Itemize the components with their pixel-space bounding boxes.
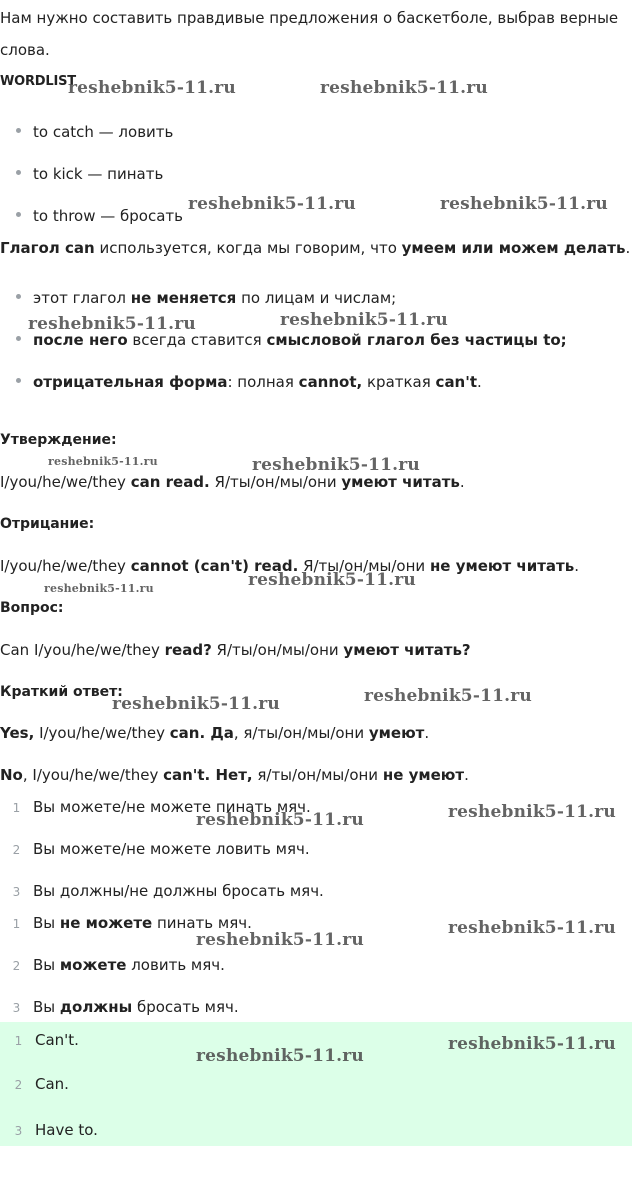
grammar-bullet: отрицательная форма: полная cannot, краткая can't. — [16, 372, 482, 392]
watermark: reshebnik5-11.ru — [196, 810, 364, 830]
watermark: reshebnik5-11.ru — [44, 582, 154, 595]
affirmative-heading: Утверждение: — [0, 432, 117, 448]
intro-line-1: Нам нужно составить правдивые предложения о баскетболе, выбрав верные — [0, 9, 619, 27]
negative-heading: Отрицание: — [0, 516, 95, 532]
watermark: reshebnik5-11.ru — [248, 570, 416, 590]
watermark: reshebnik5-11.ru — [280, 310, 448, 330]
short-answer-no: No, I/you/he/we/they can't. Нет, я/ты/он/мы/они не умеют. — [0, 766, 469, 784]
watermark: reshebnik5-11.ru — [320, 78, 488, 98]
bullet-icon — [16, 170, 21, 175]
bullet-icon — [16, 336, 21, 341]
short-answer-heading: Краткий ответ: — [0, 684, 123, 700]
watermark: reshebnik5-11.ru — [68, 78, 236, 98]
grammar-bullet: после него всегда ставится смысловой глагол без частицы to; — [16, 330, 567, 350]
grammar-bullet: этот глагол не меняется по лицам и числам; — [16, 288, 396, 308]
question-example: Can I/you/he/we/they read? Я/ты/он/мы/они умеют читать? — [0, 641, 471, 659]
question-heading: Вопрос: — [0, 600, 64, 616]
negative-example: I/you/he/we/they cannot (can't) read. Я/ты/он/мы/они не умеют читать. — [0, 557, 579, 575]
watermark: reshebnik5-11.ru — [448, 1034, 616, 1054]
wordlist-item: to kick — пинать — [16, 164, 163, 184]
watermark: reshebnik5-11.ru — [448, 802, 616, 822]
watermark: reshebnik5-11.ru — [28, 314, 196, 334]
bullet-icon — [16, 294, 21, 299]
wordlist-item: to throw — бросать — [16, 206, 183, 226]
task-item: 2 Вы можете/не можете ловить мяч. — [12, 840, 310, 858]
watermark: reshebnik5-11.ru — [196, 1046, 364, 1066]
answer-item: 1 Can't. — [14, 1031, 79, 1049]
intro-line-2: слова. — [0, 41, 50, 59]
bullet-icon — [16, 212, 21, 217]
answer-item: 3 Have to. — [14, 1121, 98, 1139]
watermark: reshebnik5-11.ru — [364, 686, 532, 706]
watermark: reshebnik5-11.ru — [188, 194, 356, 214]
affirmative-example: I/you/he/we/they can read. Я/ты/он/мы/они умеют читать. — [0, 473, 465, 491]
solution-item: 1 Вы не можете пинать мяч. — [12, 914, 252, 932]
watermark: reshebnik5-11.ru — [196, 930, 364, 950]
task-item: 3 Вы должны/не должны бросать мяч. — [12, 882, 324, 900]
bullet-icon — [16, 128, 21, 133]
wordlist-item: to catch — ловить — [16, 122, 173, 142]
bullet-icon — [16, 378, 21, 383]
short-answer-yes: Yes, I/you/he/we/they can. Да, я/ты/он/мы/они умеют. — [0, 724, 430, 742]
watermark: reshebnik5-11.ru — [440, 194, 608, 214]
watermark: reshebnik5-11.ru — [252, 455, 420, 475]
watermark: reshebnik5-11.ru — [112, 694, 280, 714]
answer-item: 2 Can. — [14, 1075, 69, 1093]
task-item: 1 Вы можете/не можете пинать мяч. — [12, 798, 311, 816]
solution-item: 2 Вы можете ловить мяч. — [12, 956, 225, 974]
wordlist-title: WORDLIST — [0, 74, 76, 89]
watermark: reshebnik5-11.ru — [48, 455, 158, 468]
watermark: reshebnik5-11.ru — [448, 918, 616, 938]
solution-item: 3 Вы должны бросать мяч. — [12, 998, 239, 1016]
grammar-rule: Глагол can используется, когда мы говорим, что умеем или можем делать. — [0, 239, 631, 257]
